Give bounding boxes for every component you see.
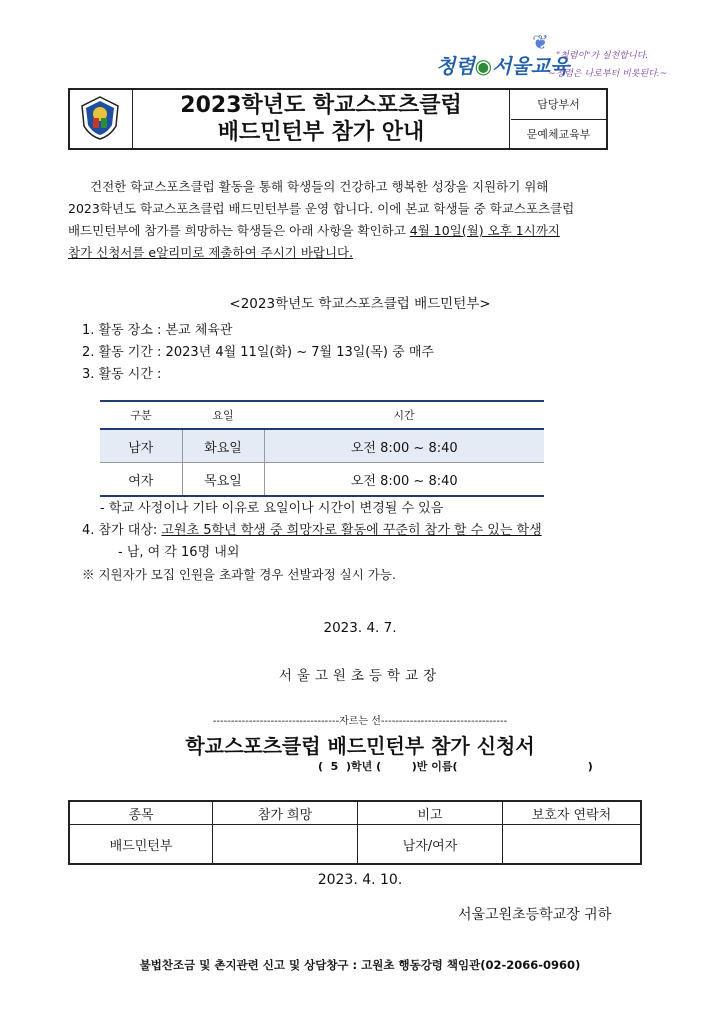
application-header: 비고: [358, 801, 503, 825]
schedule-row: [100, 463, 544, 497]
notes-section: [82, 498, 542, 586]
application-recipient: 서울고원초등학교장 귀하: [458, 907, 612, 923]
application-guardian-contact-field[interactable]: [503, 825, 642, 865]
school-emblem: [70, 90, 133, 148]
intro-line-1: 건전한 학교스포츠클럽 활동을 통해 학생들의 건강하고 행복한 성장을 지원하기 위해: [90, 179, 549, 194]
application-sport: 배드민턴부: [69, 825, 213, 865]
department-box: [511, 90, 606, 148]
intro-line-4: 참가 신청서를 e알리미로 제출하여 주시기 바랍니다.: [68, 245, 354, 260]
title-line-1: 2023학년도 학교스포츠클럽: [180, 93, 462, 118]
logo-slogan-1: "청렴이"가 실천합니다.: [556, 51, 649, 61]
application-remarks: 남자/여자: [358, 825, 503, 865]
note-selection: ※ 지원자가 모집 인원을 초과할 경우 선발과정 실시 가능.: [82, 567, 396, 582]
deadline-text: 4월 10일(월) 오후 1시까지: [409, 223, 560, 238]
department-value: 문예체교육부: [526, 128, 591, 141]
document-header: [68, 88, 608, 150]
schedule-table: [100, 400, 544, 497]
logo-slogan-2: ~청렴은 나로부터 비롯된다.~: [548, 69, 668, 79]
application-header-row: [69, 801, 641, 825]
issuer-name: 서울고원초등학교장: [278, 668, 442, 684]
note-eligibility: 4. 참가 대상: 고원초 5학년 학생 중 희망자로 활동에 꾸준히 참가 할 수 있는 학생: [82, 523, 542, 538]
title-line-2: 배드민턴부 참가 안내: [217, 120, 425, 145]
application-table: [68, 800, 642, 865]
cut-line: -----------------------------------자르는 선-----------------------------------: [212, 716, 508, 727]
intro-line-3: 배드민턴부에 참가를 희망하는 학생들은 아래 사항을 확인하고 4월 10일(월) 오후 1시까지: [68, 223, 560, 238]
schedule-header-day: 요일: [182, 401, 264, 429]
section-subtitle: <2023학년도 학교스포츠클럽 배드민턴부>: [229, 296, 491, 312]
schedule-row: [100, 429, 544, 463]
schedule-header-row: [100, 401, 544, 429]
schedule-header-group: 구분: [100, 401, 182, 429]
notice-date: 2023. 4. 7.: [323, 620, 397, 636]
schedule-cell: 화요일: [182, 429, 264, 463]
footer-notice: 불법찬조금 및 촌지관련 신고 및 상담창구 : 고원초 행동강령 책임관(02-2066-0960): [139, 958, 581, 972]
activity-period: 2. 활동 기간 : 2023년 4월 11일(화) ~ 7월 13일(목) 중 매주: [82, 345, 434, 360]
activity-time: 3. 활동 시간 :: [82, 367, 162, 382]
activity-details: [82, 320, 434, 386]
application-row: [69, 825, 641, 865]
campaign-logo: [436, 30, 686, 90]
application-header: 보호자 연락처: [503, 801, 642, 825]
eligibility-text: 고원초 5학년 학생 중 희망자로 활동에 꾸준히 참가 할 수 있는 학생: [161, 523, 542, 538]
intro-line-2: 2023학년도 학교스포츠클럽 배드민턴부를 운영 합니다. 이에 본교 학생들 중 학교스포츠클럽: [68, 201, 575, 216]
schedule-cell: 남자: [100, 429, 182, 463]
application-participation-field[interactable]: [213, 825, 358, 865]
document-title: [133, 90, 510, 148]
schedule-cell: 목요일: [182, 463, 264, 497]
activity-place: 1. 활동 장소 : 본교 체육관: [82, 323, 233, 338]
logo-text: 청렴◉서울교육: [436, 54, 570, 78]
department-label: 담당부서: [511, 90, 606, 120]
butterfly-icon: ❦: [532, 30, 549, 54]
schedule-cell: 오전 8:00 ~ 8:40: [264, 463, 544, 497]
schedule-header-time: 시간: [264, 401, 544, 429]
note-capacity: - 남, 여 각 16명 내외: [118, 545, 240, 560]
application-date: 2023. 4. 10.: [317, 872, 403, 888]
intro-paragraph: [68, 176, 658, 264]
application-header: 종목: [69, 801, 213, 825]
application-header: 참가 희망: [213, 801, 358, 825]
schedule-cell: 여자: [100, 463, 182, 497]
note-schedule-change: - 학교 사정이나 기타 이유로 요일이나 시간이 변경될 수 있음: [100, 501, 444, 516]
schedule-cell: 오전 8:00 ~ 8:40: [264, 429, 544, 463]
school-emblem-icon: [80, 96, 120, 140]
grade-class-name-line: ( 5 )학년 ( )반 이름( ): [318, 760, 593, 773]
application-title: 학교스포츠클럽 배드민턴부 참가 신청서: [185, 734, 535, 758]
